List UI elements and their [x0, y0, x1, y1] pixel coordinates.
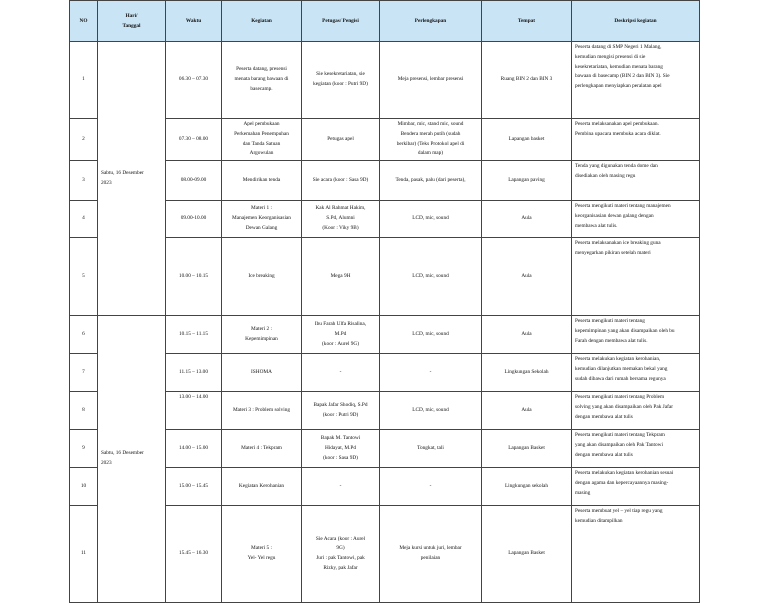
officer-line: Mega 9H	[330, 272, 351, 279]
activity-line: Materi 5 :	[251, 545, 272, 552]
description-line: solving yang akan disampaikan oleh Pak Jafar	[575, 403, 673, 410]
equipment-line: berkibar) (Teks Protokol apel di	[396, 140, 465, 147]
activity-cell	[222, 42, 302, 119]
time-cell: 15.45 – 16.30	[166, 506, 222, 603]
equipment-cell	[380, 201, 482, 238]
description-line: Peserta melakukan kegiatan kerohanian,	[575, 356, 661, 363]
equipment-line: Meja presensi, lembar presensi	[397, 76, 464, 83]
place-cell: Ruang BIN 2 dan BIN 3	[482, 42, 572, 119]
header-place: Tempat	[482, 1, 572, 42]
row-number: 7	[70, 354, 98, 392]
officer-cell	[302, 238, 380, 316]
officer-cell	[302, 468, 380, 506]
time-cell: 08.00-09.00	[166, 161, 222, 201]
equipment-line: Mimbar, mic, stand mic, sound	[397, 121, 464, 127]
officer-cell	[302, 42, 380, 119]
description-cell	[572, 468, 700, 506]
place-cell: Aula	[482, 316, 572, 354]
header-activity: Kegiatan	[222, 1, 302, 42]
description-cell	[572, 238, 700, 316]
row-number: 3	[70, 161, 98, 201]
time-cell: 15.00 – 15.45	[166, 468, 222, 506]
description-cell	[572, 506, 700, 603]
equipment-cell	[380, 392, 482, 430]
officer-line: 9G)	[336, 545, 345, 552]
place-cell: Aula	[482, 238, 572, 316]
equipment-line: Meja kursi untuk juri, lembar	[399, 545, 462, 552]
row-number: 5	[70, 238, 98, 316]
description-line: Peserta membuat yel – yel tiap regu yang	[575, 508, 663, 515]
header-day-line1: Hari/	[125, 13, 138, 19]
activity-line: menata barang bawaan di	[234, 76, 289, 83]
description-cell	[572, 119, 700, 161]
place-cell: Lingkungan Sekolah	[482, 354, 572, 392]
activity-line: Kegiatan Kerohanian	[238, 482, 285, 489]
activity-line: Materi 1 :	[251, 205, 272, 212]
header-no: NO	[70, 1, 98, 42]
table-row	[70, 42, 700, 119]
description-line: dengan membawa alat tulis	[575, 413, 633, 420]
description-cell	[572, 316, 700, 354]
row-number: 6	[70, 316, 98, 354]
equipment-line: Tenda, pasak, palu (dari peserta),	[395, 176, 466, 183]
officer-line: (koor : Putri 9D)	[322, 411, 359, 418]
equipment-cell	[380, 506, 482, 603]
row-number: 8	[70, 392, 98, 430]
time-cell: 10.00 – 10.15	[166, 238, 222, 316]
activity-line: Materi 2 :	[251, 325, 272, 332]
officer-line: kegiatan (koor : Putri 9D)	[313, 81, 368, 87]
time-cell: 11.15 – 13.00	[166, 354, 222, 392]
equipment-line: Bendera merah putih (sudah	[400, 130, 461, 137]
activity-line: Ice breaking	[248, 272, 275, 279]
officer-line: Petugas apel	[327, 135, 354, 142]
description-line: Peserta melakukan kegiatan kerohanian sesuai	[575, 470, 674, 477]
activity-line: Mendirikan tenda	[242, 176, 281, 183]
officer-line: S.Pd, Alumni	[326, 215, 355, 222]
equipment-cell	[380, 468, 482, 506]
date-cell	[98, 316, 166, 603]
description-line: masing	[575, 489, 591, 496]
description-cell	[572, 161, 700, 201]
officer-line: (koor : Sasa 9D)	[323, 454, 358, 461]
activity-line: Yel- Yel regu	[247, 555, 276, 562]
activity-cell	[222, 392, 302, 430]
description-line: Farah dengan membawa alat tulis.	[575, 337, 648, 344]
officer-cell	[302, 506, 380, 603]
description-line: kemudian ditampilkan	[575, 517, 623, 524]
description-line: menyegarkan pikiran setelah materi	[575, 249, 651, 256]
place-cell: Aula	[482, 392, 572, 430]
officer-cell	[302, 354, 380, 392]
description-line: bawaan di basecamp (BIN 2 dan BIN 3). Sie	[575, 73, 670, 80]
officer-cell	[302, 119, 380, 161]
equipment-line: LCD, mic, sound	[412, 330, 449, 337]
description-line: Peserta melaksanakan ice breaking guna	[575, 240, 661, 247]
officer-cell	[302, 201, 380, 238]
header-officer: Petugas/ Pengisi	[302, 1, 380, 42]
officer-line: Kak Al Rahmat Hakim,	[315, 205, 366, 212]
officer-cell	[302, 316, 380, 354]
description-line: kemudian dilanjutkan memakan bekal yang	[575, 365, 668, 372]
description-line: disediakan oleh masing regu	[575, 172, 636, 179]
row-number: 2	[70, 119, 98, 161]
officer-line: Juri : pak Tantowi, pak	[316, 555, 365, 562]
schedule-body	[70, 42, 700, 603]
activity-cell	[222, 161, 302, 201]
table-row	[70, 316, 700, 354]
equipment-cell	[380, 42, 482, 119]
time-cell: 13.00 – 14.00	[166, 392, 222, 430]
schedule-table	[69, 0, 700, 603]
date-line: Sabtu, 16 Desember	[101, 169, 144, 176]
header-day-line2: Tanggal	[122, 23, 141, 29]
description-line: sudah dibawa dari rumah bersama regunya	[575, 375, 666, 382]
activity-line: Dewan Galang	[245, 225, 278, 232]
header-row	[70, 1, 700, 42]
header-time: Waktu	[166, 1, 222, 42]
description-line: Peserta datang di SMP Negeri 1 Malang,	[575, 44, 662, 50]
officer-line: Hidayat, M.Pd	[324, 444, 357, 451]
description-cell	[572, 354, 700, 392]
equipment-cell	[380, 430, 482, 468]
activity-line: Argowulan	[249, 150, 274, 157]
activity-cell	[222, 354, 302, 392]
description-cell	[572, 42, 700, 119]
description-line: membawa alat tulis.	[575, 222, 618, 229]
date-line: 2023	[101, 460, 112, 467]
equipment-line: LCD, mic, sound	[412, 215, 449, 222]
equipment-line: Tongkat, tali	[417, 444, 444, 451]
activity-cell	[222, 201, 302, 238]
officer-line: Rizky, pak Jafar	[323, 564, 358, 571]
row-number: 9	[70, 430, 98, 468]
time-cell: 09.00-10.00	[166, 201, 222, 238]
description-line: perlengkapan menyiapkan peralatan apel	[575, 83, 662, 90]
equipment-line: LCD, mic, sound	[412, 406, 449, 413]
description-line: yang akan disampaikan oleh Pak Tantowi	[575, 441, 663, 448]
officer-line: Bapak Jafar Shodiq, S.Pd	[313, 401, 368, 408]
activity-line: Materi 3 : Problem solving	[232, 406, 291, 413]
description-cell	[572, 201, 700, 238]
description-line: keorganisasian dewan galang dengan	[575, 212, 654, 219]
time-cell: 14.00 – 15.00	[166, 430, 222, 468]
officer-line: -	[339, 482, 342, 489]
equipment-line: penilaian	[420, 555, 441, 562]
description-cell	[572, 392, 700, 430]
description-line: Peserta melaksanakan apel pembukaan.	[575, 121, 659, 127]
row-number: 1	[70, 42, 98, 119]
activity-cell	[222, 316, 302, 354]
officer-line: Sie Acara (koor : Aurel	[315, 535, 366, 542]
description-line: Peserta mengikuti materi tentang manajemen	[575, 203, 671, 210]
time-cell: 06.30 – 07.30	[166, 42, 222, 119]
header-description: Deskripsi kegiatan	[572, 1, 700, 42]
description-line: kesekretariatan, kemudian menata barang	[575, 63, 663, 70]
equipment-cell	[380, 161, 482, 201]
description-line: kemudian mengisi presensi di sie	[575, 53, 646, 60]
place-cell: Aula	[482, 201, 572, 238]
equipment-cell	[380, 354, 482, 392]
equipment-line: -	[429, 368, 432, 375]
activity-line: ISHOMA	[251, 368, 272, 375]
date-line: Sabtu, 16 Desember	[101, 450, 144, 457]
activity-line: Kepemimpinan	[245, 335, 278, 342]
time-cell: 10.15 – 11.15	[166, 316, 222, 354]
date-line: 2023	[101, 179, 112, 186]
time-cell: 07.30 – 08.00	[166, 119, 222, 161]
description-line: Pembina upacara membuka acara diklat.	[575, 130, 661, 137]
equipment-line: LCD, mic, sound	[412, 272, 449, 279]
description-line: Peserta mengikuti materi tentang	[575, 318, 645, 325]
equipment-cell	[380, 119, 482, 161]
description-line: dengan agama dan kepercayaannya masing-	[575, 479, 669, 486]
activity-cell	[222, 506, 302, 603]
officer-line: Bapak M. Tantowi	[320, 434, 361, 441]
activity-cell	[222, 119, 302, 161]
equipment-line: dalam map)	[417, 150, 444, 157]
activity-line: Manajemen Keorganisasian	[232, 215, 291, 222]
officer-line: Ibu Farah Ulfa Risalina,	[314, 320, 367, 327]
header-day	[98, 1, 166, 42]
description-line: Peserta mengikuti materi tentang Tekpram	[575, 432, 665, 439]
row-number: 4	[70, 201, 98, 238]
activity-cell	[222, 430, 302, 468]
date-cell	[98, 42, 166, 316]
place-cell: Lapangan basket	[482, 119, 572, 161]
officer-line: (koor : Aurel 9G)	[322, 340, 359, 347]
place-cell: Lapangan Basket	[482, 430, 572, 468]
row-number: 10	[70, 468, 98, 506]
activity-line: Materi 4 : Tekpram	[241, 444, 282, 451]
activity-line: dan Tanda Satuan	[242, 140, 281, 147]
officer-line: M.Pd	[334, 330, 347, 337]
activity-line: Perkemahan Penempuhan	[234, 130, 289, 137]
officer-line: -	[339, 368, 342, 375]
place-cell: Lingkungan sekolah	[482, 468, 572, 506]
officer-line: Sie acara (koor : Sasa 9D)	[312, 176, 369, 183]
activity-cell	[222, 238, 302, 316]
equipment-cell	[380, 316, 482, 354]
description-line: dengan membawa alat tulis	[575, 451, 633, 458]
officer-line: (Koor : Viky 9B)	[322, 225, 359, 232]
description-line: Tenda yang digunakan tenda dome dan	[575, 163, 658, 170]
officer-cell	[302, 161, 380, 201]
officer-cell	[302, 430, 380, 468]
equipment-line: -	[429, 482, 432, 489]
activity-cell	[222, 468, 302, 506]
place-cell: Lapangan paving	[482, 161, 572, 201]
activity-line: basecamp.	[250, 85, 273, 92]
officer-line: Sie kesekretariatan, sie	[316, 71, 365, 78]
header-equipment: Perlengkapan	[380, 1, 482, 42]
description-line: Peserta mengikuti materi tentang Problem	[575, 394, 665, 401]
description-cell	[572, 430, 700, 468]
place-cell: Lapangan Basket	[482, 506, 572, 603]
officer-cell	[302, 392, 380, 430]
description-line: kepemimpinan yang akan disampaikan oleh bu	[575, 327, 675, 334]
activity-line: Peserta datang, presensi	[236, 66, 287, 73]
row-number: 11	[70, 506, 98, 603]
equipment-cell	[380, 238, 482, 316]
activity-line: Apel pembukaan	[243, 121, 280, 127]
